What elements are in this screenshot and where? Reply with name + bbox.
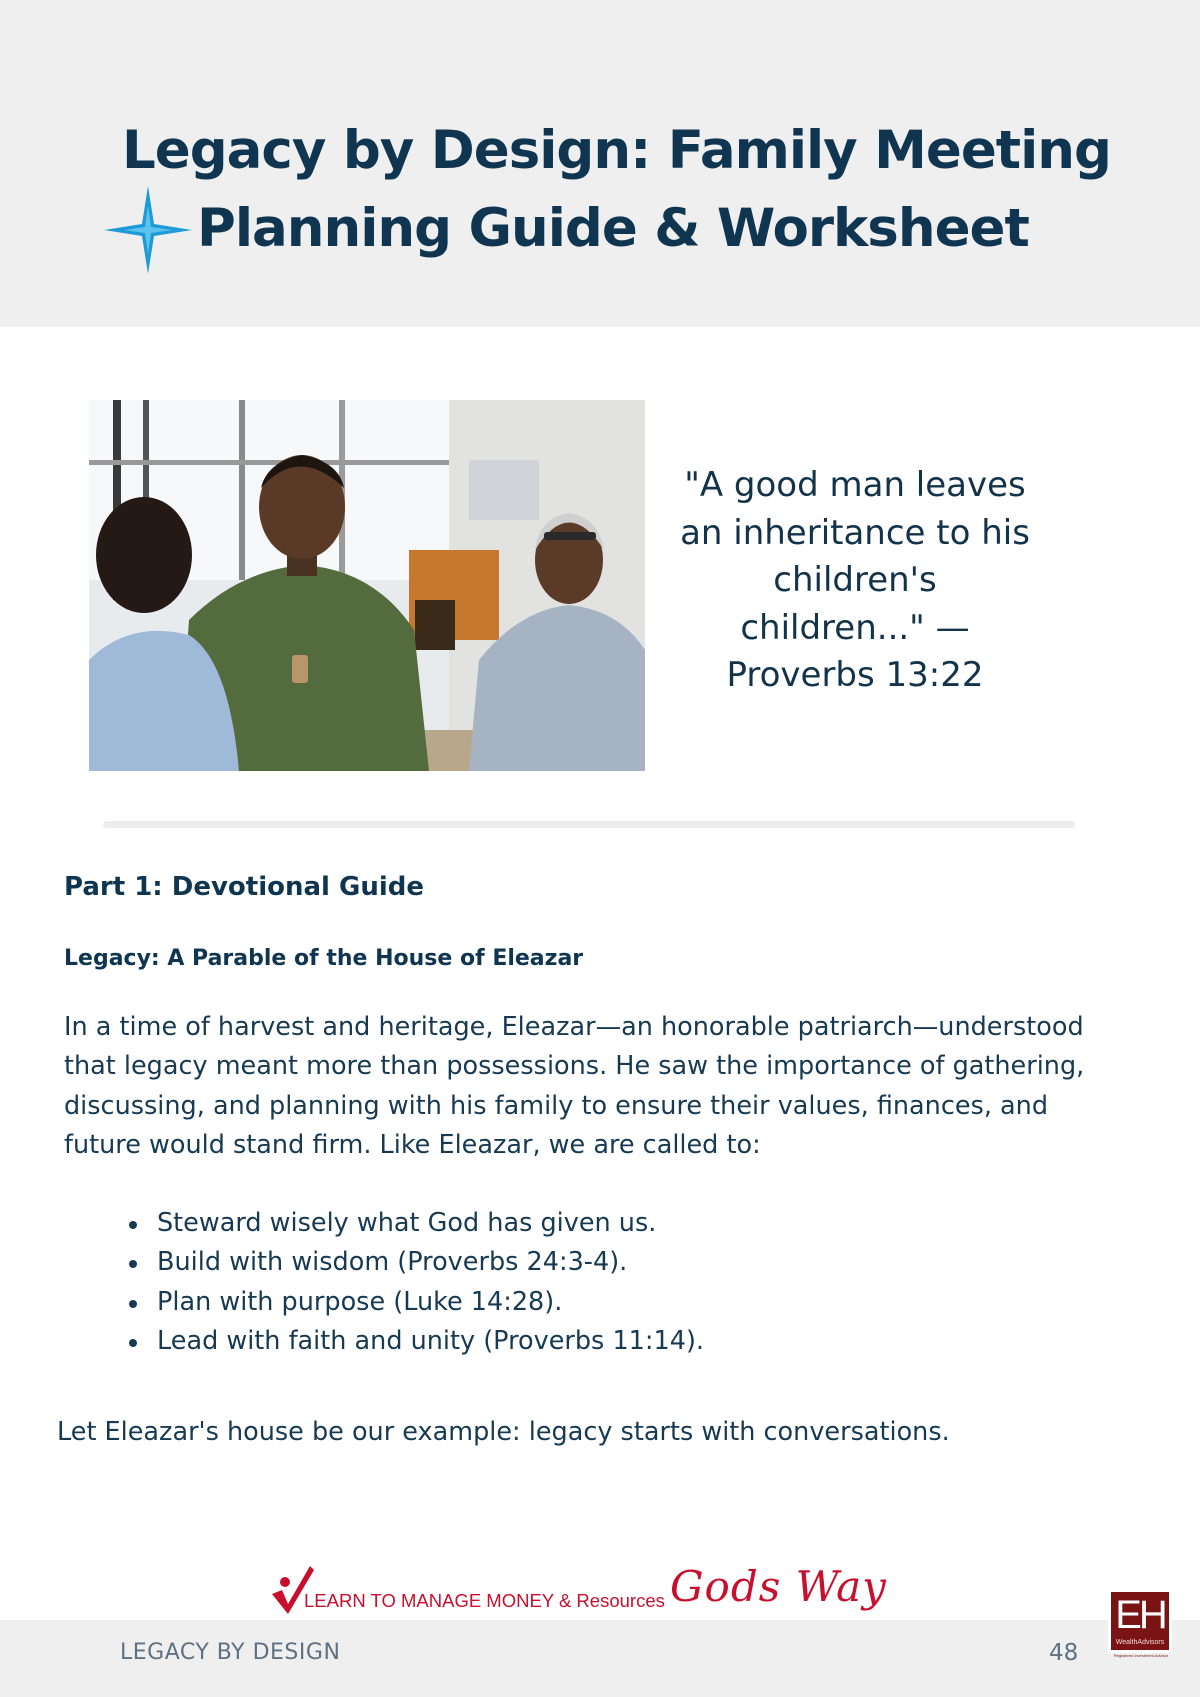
list-item: Plan with purpose (Luke 14:28). xyxy=(126,1283,704,1322)
closing-line: Let Eleazar's house be our example: legacy starts with conversations. xyxy=(57,1417,950,1447)
four-point-star-icon xyxy=(104,186,192,274)
intro-paragraph: In a time of harvest and heritage, Eleazar—an honorable patriarch—understood that legacy meant more than possessions. He saw the importance of gathering, discussing, and planning with his family to ensure their values, finances, and future would stand firm. Like Eleazar, we are called to: xyxy=(64,1012,1085,1160)
title-line-2: Planning Guide & Worksheet xyxy=(197,198,1029,259)
calling-list xyxy=(126,1204,704,1361)
page-number: 48 xyxy=(1049,1640,1079,1666)
eh-logo-tagline: Registered Investment Advisor xyxy=(1113,1653,1169,1658)
list-item: Steward wisely what God has given us. xyxy=(126,1204,704,1243)
eh-logo-mark: EH xyxy=(1115,1593,1165,1637)
eh-wealth-advisors-logo xyxy=(1108,1589,1172,1653)
brand-tagline: LEARN TO MANAGE MONEY & Resources xyxy=(304,1590,665,1611)
title-line-1: Legacy by Design: Family Meeting xyxy=(122,120,1111,181)
eh-logo-subtitle: WealthAdvisors xyxy=(1115,1639,1165,1646)
section-subtitle: Legacy: A Parable of the House of Eleazar xyxy=(64,946,584,971)
photo-family-meeting xyxy=(89,400,645,771)
footer-title: LEGACY BY DESIGN xyxy=(120,1640,341,1665)
page-title xyxy=(122,112,1162,268)
list-item: Build with wisdom (Proverbs 24:3-4). xyxy=(126,1243,704,1282)
brand-logo xyxy=(270,1558,887,1618)
section-divider xyxy=(103,821,1075,828)
part-title: Part 1: Devotional Guide xyxy=(64,872,425,902)
scripture-quote: "A good man leaves an inheritance to his children's children..." — Proverbs 13:22 xyxy=(680,465,1030,695)
brand-script: Gods Way xyxy=(670,1562,887,1611)
list-item: Lead with faith and unity (Proverbs 11:14). xyxy=(126,1322,704,1361)
